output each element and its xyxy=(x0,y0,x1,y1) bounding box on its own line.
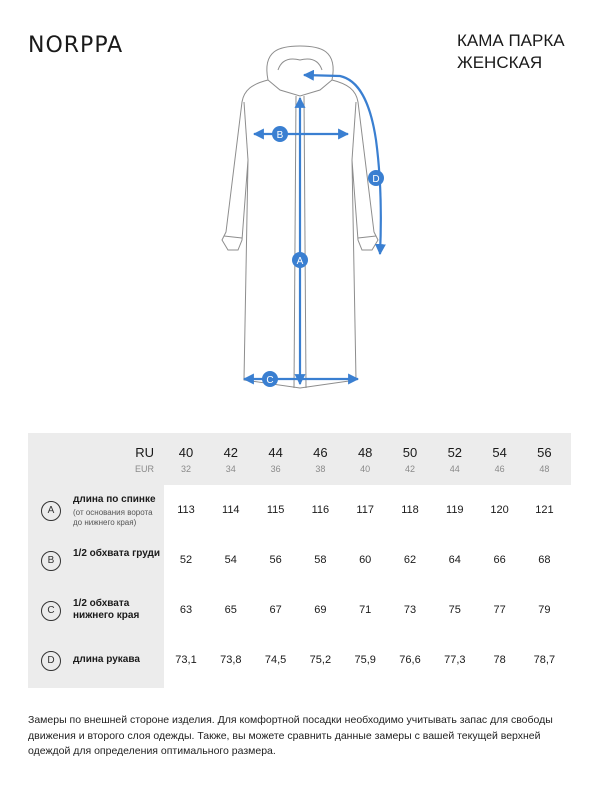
measurement-value: 77,3 xyxy=(444,654,466,666)
eur-label: EUR xyxy=(134,464,154,474)
measurement-value: 56 xyxy=(269,554,282,566)
measurement-value: 64 xyxy=(448,554,461,566)
measurement-value: 68 xyxy=(538,554,551,566)
measurement-value: 62 xyxy=(403,554,417,566)
measurement-value: 63 xyxy=(179,604,193,616)
measurement-label-text: длина по спинке xyxy=(73,494,156,505)
measurement-badge: A xyxy=(41,501,61,521)
size-ru: 48 xyxy=(357,445,373,460)
measurement-value: 115 xyxy=(266,504,285,516)
measurement-value: 75 xyxy=(448,604,461,616)
measurement-badge: D xyxy=(41,651,61,671)
svg-text:C: C xyxy=(266,375,274,386)
measurement-value: 79 xyxy=(538,604,551,616)
product-title-line2: ЖЕНСКАЯ xyxy=(457,53,543,72)
measurement-value: 52 xyxy=(179,554,193,566)
measurement-value: 119 xyxy=(446,504,464,516)
svg-text:A: A xyxy=(296,256,304,267)
measurement-value: 60 xyxy=(359,554,372,566)
measurement-value: 75,2 xyxy=(309,654,332,666)
measurement-value: 78 xyxy=(493,654,506,666)
measurement-value: 69 xyxy=(314,604,327,616)
measurement-value: 73,8 xyxy=(220,654,242,666)
measurement-label xyxy=(73,494,163,528)
measurement-value: 121 xyxy=(535,504,554,516)
measurement-value: 78,7 xyxy=(533,654,556,666)
table-row xyxy=(28,535,571,585)
measurement-value: 66 xyxy=(493,554,506,566)
measurement-value: 116 xyxy=(311,504,330,516)
measurement-badge: C xyxy=(41,601,61,621)
measurement-value: 117 xyxy=(356,504,374,516)
table-row xyxy=(28,635,571,685)
measurement-sublabel: (от основания ворота до нижнего края) xyxy=(73,508,153,527)
measurement-note: Замеры по внешней стороне изделия. Для комфортной посадки необходимо учитывать запас для свободы движения и второго слоя одежды. Также, вы можете сравнить данные замеры с вашей текущей верхней одеждой для определения оптимального размера. xyxy=(28,714,553,757)
measurement-value: 58 xyxy=(314,554,327,566)
measurement-label-text: 1/2 обхвата груди xyxy=(73,548,161,559)
size-eur: 46 xyxy=(494,464,505,474)
measurement-value: 75,9 xyxy=(354,654,376,666)
measurement-value: 77 xyxy=(493,604,506,616)
svg-text:B: B xyxy=(276,130,284,141)
measurement-value: 54 xyxy=(224,554,237,566)
parka-measurement-diagram xyxy=(200,40,420,410)
measurement-value: 73,1 xyxy=(175,654,197,666)
size-ru: 40 xyxy=(178,445,194,460)
size-eur: 44 xyxy=(449,464,460,474)
size-ru: 44 xyxy=(268,445,283,460)
measurement-label xyxy=(73,598,163,622)
size-header xyxy=(28,433,571,485)
marker-a xyxy=(292,252,308,268)
size-ru: 42 xyxy=(223,445,239,460)
product-title xyxy=(457,30,597,74)
size-ru: 56 xyxy=(537,445,552,460)
svg-text:D: D xyxy=(372,174,380,185)
marker-c xyxy=(262,371,278,387)
marker-d xyxy=(368,170,384,186)
size-eur: 34 xyxy=(225,464,236,474)
brand-logo: NORPPA xyxy=(28,33,124,58)
size-ru: 52 xyxy=(447,445,463,460)
measurement-value: 65 xyxy=(224,604,237,616)
size-eur: 36 xyxy=(270,464,281,474)
measurement-value: 73 xyxy=(403,604,417,616)
size-ru: 54 xyxy=(492,445,507,460)
measurement-badge: B xyxy=(41,551,61,571)
marker-b xyxy=(272,126,288,142)
product-title-line1: КАМА ПАРКА xyxy=(457,31,565,50)
measurement-label-text: длина рукава xyxy=(73,654,140,665)
size-eur: 32 xyxy=(180,464,191,474)
measurement-label-text: 1/2 обхвата нижнего края xyxy=(73,598,140,621)
measurement-value: 71 xyxy=(359,604,372,616)
measurement-label xyxy=(73,548,163,560)
measurement-value: 67 xyxy=(269,604,282,616)
size-eur: 42 xyxy=(404,464,415,474)
ru-label: RU xyxy=(135,445,154,460)
measurement-value: 120 xyxy=(490,504,509,516)
table-row xyxy=(28,585,571,635)
measurement-value: 76,6 xyxy=(399,654,421,666)
size-ru: 50 xyxy=(402,445,418,460)
measurement-value: 118 xyxy=(401,504,419,516)
measurement-value: 114 xyxy=(222,504,240,516)
size-table xyxy=(28,433,571,688)
table-row xyxy=(28,485,571,535)
size-ru: 46 xyxy=(313,445,328,460)
size-eur: 38 xyxy=(315,464,326,474)
measurement-value: 74,5 xyxy=(264,654,287,666)
size-eur: 40 xyxy=(360,464,371,474)
measurement-value: 113 xyxy=(177,504,195,516)
measurement-label xyxy=(73,654,163,666)
size-eur: 48 xyxy=(539,464,550,474)
